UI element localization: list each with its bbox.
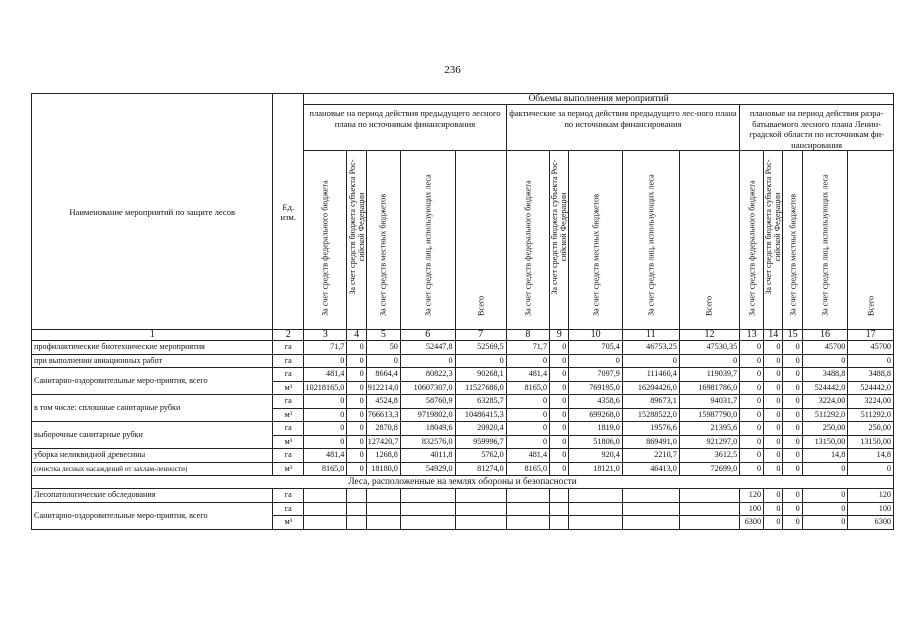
value-cell: 0	[550, 368, 569, 382]
value-cell: 0	[347, 381, 366, 395]
value-cell	[506, 489, 549, 503]
value-cell: 0	[347, 422, 366, 436]
value-cell: 111460,4	[622, 368, 679, 382]
value-cell	[550, 516, 569, 530]
value-cell: 0	[569, 354, 623, 368]
value-cell: 51806,0	[569, 435, 623, 449]
value-cell: 0	[304, 395, 347, 409]
header-volumes: Объемы выполнения мероприятий	[304, 94, 894, 105]
value-cell: 5762,0	[455, 449, 506, 463]
value-cell	[622, 516, 679, 530]
measure-name: (очистка лесных насаждений от захлам-ленности)	[32, 462, 273, 476]
value-cell	[622, 502, 679, 516]
column-number: 10	[569, 330, 623, 341]
value-cell: 0	[506, 435, 549, 449]
value-cell: 19576,6	[622, 422, 679, 436]
value-cell: 0	[783, 354, 802, 368]
value-cell: 0	[679, 354, 739, 368]
column-number: 16	[802, 330, 848, 341]
value-cell	[304, 489, 347, 503]
value-cell: 0	[764, 516, 783, 530]
value-cell: 0	[764, 408, 783, 422]
value-cell	[679, 489, 739, 503]
value-cell: 3488,8	[802, 368, 848, 382]
value-cell: 0	[764, 435, 783, 449]
column-number: 8	[506, 330, 549, 341]
value-cell	[455, 489, 506, 503]
subheader-label: За счет средств местных бюджетов	[378, 193, 388, 316]
subheader-label: Всего	[866, 295, 876, 316]
value-cell: 11527686,0	[455, 381, 506, 395]
unit-cell: га	[273, 422, 304, 436]
value-cell: 481,4	[304, 368, 347, 382]
measure-name: при выполнении авиационных работ	[32, 354, 273, 368]
value-cell	[455, 502, 506, 516]
column-number: 3	[304, 330, 347, 341]
value-cell: 47530,35	[679, 341, 739, 355]
value-cell	[550, 489, 569, 503]
value-cell: 16204426,0	[622, 381, 679, 395]
value-cell: 21395,6	[679, 422, 739, 436]
value-cell: 0	[783, 395, 802, 409]
value-cell: 0	[400, 354, 455, 368]
value-cell: 0	[848, 354, 894, 368]
value-cell: 832576,0	[400, 435, 455, 449]
value-cell: 0	[802, 489, 848, 503]
value-cell	[366, 489, 400, 503]
value-cell: 959996,7	[455, 435, 506, 449]
table-row	[32, 341, 894, 355]
value-cell: 0	[740, 408, 764, 422]
value-cell: 250,00	[802, 422, 848, 436]
value-cell: 8664,4	[366, 368, 400, 382]
value-cell: 920,4	[569, 449, 623, 463]
subheader-label: За счет средств федерального бюджета	[320, 180, 330, 316]
value-cell: 0	[506, 354, 549, 368]
value-cell: 3224,00	[802, 395, 848, 409]
value-cell: 0	[347, 462, 366, 476]
value-cell: 0	[550, 435, 569, 449]
table-row	[32, 449, 894, 463]
subheader-label: За счет средств местных бюджетов	[788, 193, 798, 316]
value-cell: 0	[740, 341, 764, 355]
value-cell: 10607307,0	[400, 381, 455, 395]
value-cell: 0	[455, 354, 506, 368]
value-cell: 769195,0	[569, 381, 623, 395]
section-title: Леса, расположенные на землях обороны и безопасности	[32, 476, 894, 489]
value-cell: 0	[764, 368, 783, 382]
value-cell: 481,4	[506, 368, 549, 382]
column-number: 5	[366, 330, 400, 341]
value-cell: 6300	[740, 516, 764, 530]
column-number: 17	[848, 330, 894, 341]
value-cell: 15288522,0	[622, 408, 679, 422]
value-cell: 8165,0	[506, 462, 549, 476]
value-cell: 0	[764, 422, 783, 436]
value-cell: 0	[550, 341, 569, 355]
value-cell: 100	[740, 502, 764, 516]
unit-cell: га	[273, 395, 304, 409]
value-cell: 52569,5	[455, 341, 506, 355]
header-name: Наименование мероприятий по защите лесов	[32, 94, 273, 330]
column-number: 15	[783, 330, 802, 341]
value-cell: 0	[740, 435, 764, 449]
value-cell: 3488,8	[848, 368, 894, 382]
subheader-label: Всего	[704, 295, 714, 316]
value-cell	[622, 489, 679, 503]
value-cell	[455, 516, 506, 530]
measure-name: выборочные санитарные рубки	[32, 422, 273, 449]
column-number: 2	[273, 330, 304, 341]
value-cell: 0	[783, 502, 802, 516]
value-cell: 4011,8	[400, 449, 455, 463]
value-cell: 71,7	[506, 341, 549, 355]
value-cell: 0	[764, 341, 783, 355]
measure-name: уборка неликвидной древесины	[32, 449, 273, 463]
subheader-cell	[550, 151, 569, 330]
subheader-cell	[569, 151, 623, 330]
value-cell: 10486415,3	[455, 408, 506, 422]
value-cell: 0	[783, 341, 802, 355]
column-number: 9	[550, 330, 569, 341]
column-number: 7	[455, 330, 506, 341]
value-cell: 89673,1	[622, 395, 679, 409]
value-cell	[679, 502, 739, 516]
value-cell: 63285,7	[455, 395, 506, 409]
subheader-label: За счет средств бюджета субъекта Рос-сийской Федерации	[347, 159, 366, 295]
value-cell	[347, 489, 366, 503]
measure-name: Лесопатологические обследования	[32, 489, 273, 503]
value-cell: 0	[802, 502, 848, 516]
measure-name: Санитарно-оздоровительные меро-приятия, всего	[32, 368, 273, 395]
subheader-label: За счет средств лиц, использующих леса	[820, 174, 830, 316]
value-cell: 0	[740, 422, 764, 436]
value-cell	[400, 489, 455, 503]
value-cell: 0	[783, 435, 802, 449]
value-cell: 0	[347, 354, 366, 368]
value-cell: 10218165,0	[304, 381, 347, 395]
value-cell: 0	[764, 395, 783, 409]
subheader-label: За счет средств федерального бюджета	[747, 180, 757, 316]
value-cell: 9719802,0	[400, 408, 455, 422]
subheader-cell	[506, 151, 549, 330]
subheader-label: За счет средств бюджета субъекта Рос-сийской Федерации	[764, 159, 783, 295]
value-cell: 0	[740, 449, 764, 463]
value-cell: 2870,8	[366, 422, 400, 436]
value-cell: 0	[550, 408, 569, 422]
column-number: 11	[622, 330, 679, 341]
value-cell: 0	[802, 354, 848, 368]
value-cell: 45700	[848, 341, 894, 355]
value-cell	[679, 516, 739, 530]
table-row	[32, 502, 894, 516]
value-cell	[569, 502, 623, 516]
value-cell: 13150,00	[802, 435, 848, 449]
header-unit: Ед. изм.	[273, 94, 304, 330]
value-cell: 0	[506, 408, 549, 422]
value-cell: 0	[740, 354, 764, 368]
value-cell: 0	[347, 395, 366, 409]
subheader-label: Всего	[476, 295, 486, 316]
value-cell	[400, 516, 455, 530]
value-cell: 0	[848, 462, 894, 476]
value-cell: 46753,25	[622, 341, 679, 355]
value-cell	[506, 516, 549, 530]
value-cell: 0	[366, 354, 400, 368]
value-cell: 94031,7	[679, 395, 739, 409]
table-row	[32, 422, 894, 436]
value-cell: 13150,00	[848, 435, 894, 449]
subheader-cell	[764, 151, 783, 330]
value-cell: 0	[550, 395, 569, 409]
unit-cell: м³	[273, 381, 304, 395]
value-cell: 14,8	[848, 449, 894, 463]
subheader-cell	[347, 151, 366, 330]
value-cell: 8165,0	[506, 381, 549, 395]
subheader-cell	[848, 151, 894, 330]
value-cell: 0	[740, 462, 764, 476]
unit-cell: га	[273, 354, 304, 368]
value-cell: 7097,9	[569, 368, 623, 382]
value-cell: 0	[783, 516, 802, 530]
unit-cell: м³	[273, 435, 304, 449]
header-group-actual-prev: фактические за период действия предыдущего лес-ного плана по источникам финансирования	[506, 105, 739, 151]
value-cell: 0	[783, 408, 802, 422]
value-cell: 119039,7	[679, 368, 739, 382]
unit-cell: га	[273, 449, 304, 463]
subheader-cell	[802, 151, 848, 330]
table-row	[32, 395, 894, 409]
value-cell: 0	[304, 354, 347, 368]
value-cell: 120	[740, 489, 764, 503]
subheader-cell	[679, 151, 739, 330]
subheader-label: За счет средств лиц, использующих леса	[423, 174, 433, 316]
value-cell	[347, 516, 366, 530]
value-cell: 0	[347, 435, 366, 449]
subheader-label: За счет средств местных бюджетов	[591, 193, 601, 316]
subheader-label: За счет средств лиц, использующих леса	[646, 174, 656, 316]
value-cell: 0	[304, 408, 347, 422]
measure-name: профилактические биотехнические мероприятия	[32, 341, 273, 355]
value-cell: 18180,0	[366, 462, 400, 476]
value-cell: 0	[304, 422, 347, 436]
value-cell: 4358,6	[569, 395, 623, 409]
value-cell: 72699,0	[679, 462, 739, 476]
value-cell: 699268,0	[569, 408, 623, 422]
header-group-planned-prev: плановые на период действия предыдущего лесного плана по источникам финансирования	[304, 105, 507, 151]
page-number: 236	[444, 64, 461, 76]
value-cell: 481,4	[304, 449, 347, 463]
value-cell: 481,4	[506, 449, 549, 463]
value-cell: 80822,3	[400, 368, 455, 382]
value-cell: 250,00	[848, 422, 894, 436]
value-cell: 0	[764, 502, 783, 516]
measure-name: Санитарно-оздоровительные меро-приятия, всего	[32, 502, 273, 529]
value-cell: 0	[347, 449, 366, 463]
subheader-label: За счет средств федерального бюджета	[523, 180, 533, 316]
value-cell: 0	[764, 462, 783, 476]
value-cell: 16981786,0	[679, 381, 739, 395]
value-cell: 18121,0	[569, 462, 623, 476]
column-number: 14	[764, 330, 783, 341]
value-cell: 81274,0	[455, 462, 506, 476]
subheader-cell	[622, 151, 679, 330]
value-cell: 6300	[848, 516, 894, 530]
value-cell: 912214,0	[366, 381, 400, 395]
value-cell: 14,8	[802, 449, 848, 463]
value-cell	[366, 502, 400, 516]
value-cell: 511292,0	[848, 408, 894, 422]
table-row	[32, 354, 894, 368]
value-cell: 869491,0	[622, 435, 679, 449]
value-cell: 4524,8	[366, 395, 400, 409]
value-cell: 0	[506, 395, 549, 409]
value-cell: 921297,0	[679, 435, 739, 449]
unit-cell: м³	[273, 462, 304, 476]
value-cell	[569, 516, 623, 530]
value-cell	[400, 502, 455, 516]
value-cell	[347, 502, 366, 516]
value-cell: 0	[783, 368, 802, 382]
value-cell: 71,7	[304, 341, 347, 355]
table-row	[32, 489, 894, 503]
value-cell: 0	[783, 422, 802, 436]
value-cell: 0	[740, 368, 764, 382]
value-cell: 2210,7	[622, 449, 679, 463]
value-cell: 0	[506, 422, 549, 436]
unit-cell: га	[273, 341, 304, 355]
column-number: 13	[740, 330, 764, 341]
unit-cell: га	[273, 368, 304, 382]
value-cell: 0	[783, 489, 802, 503]
header-group-planned-new: плановые на период действия разра-батываемого лесного плана Ленин-градской области по источникам фи-нансирования	[740, 105, 894, 151]
value-cell	[569, 489, 623, 503]
value-cell	[304, 502, 347, 516]
value-cell: 15987790,0	[679, 408, 739, 422]
value-cell: 0	[347, 368, 366, 382]
subheader-cell	[366, 151, 400, 330]
column-number: 12	[679, 330, 739, 341]
value-cell: 0	[550, 449, 569, 463]
subheader-cell	[740, 151, 764, 330]
value-cell: 0	[764, 449, 783, 463]
value-cell: 0	[550, 354, 569, 368]
value-cell: 0	[783, 449, 802, 463]
value-cell: 58760,9	[400, 395, 455, 409]
table-row	[32, 462, 894, 476]
value-cell: 120	[848, 489, 894, 503]
subheader-cell	[783, 151, 802, 330]
value-cell: 3612,5	[679, 449, 739, 463]
value-cell	[506, 502, 549, 516]
value-cell: 1819,0	[569, 422, 623, 436]
subheader-label: За счет средств бюджета субъекта Рос-сийской Федерации	[550, 159, 569, 295]
value-cell: 0	[783, 381, 802, 395]
value-cell: 52447,8	[400, 341, 455, 355]
value-cell	[550, 502, 569, 516]
value-cell: 3224,00	[848, 395, 894, 409]
measure-name: в том числе: сплошные санитарные рубки	[32, 395, 273, 422]
value-cell: 0	[783, 462, 802, 476]
value-cell: 0	[550, 381, 569, 395]
value-cell: 0	[347, 341, 366, 355]
value-cell: 0	[622, 354, 679, 368]
measures-table	[31, 93, 894, 530]
column-number: 6	[400, 330, 455, 341]
subheader-cell	[455, 151, 506, 330]
unit-cell: га	[273, 502, 304, 516]
value-cell: 54929,0	[400, 462, 455, 476]
value-cell: 705,4	[569, 341, 623, 355]
value-cell: 20920,4	[455, 422, 506, 436]
unit-cell: м³	[273, 516, 304, 530]
value-cell: 0	[347, 408, 366, 422]
value-cell: 766613,3	[366, 408, 400, 422]
value-cell	[304, 516, 347, 530]
value-cell: 0	[550, 422, 569, 436]
unit-cell: м³	[273, 408, 304, 422]
value-cell: 46413,0	[622, 462, 679, 476]
value-cell: 1268,8	[366, 449, 400, 463]
table-row	[32, 368, 894, 382]
subheader-cell	[400, 151, 455, 330]
value-cell: 90268,1	[455, 368, 506, 382]
column-number: 4	[347, 330, 366, 341]
value-cell: 0	[764, 489, 783, 503]
value-cell: 8165,0	[304, 462, 347, 476]
value-cell: 524442,0	[802, 381, 848, 395]
value-cell: 50	[366, 341, 400, 355]
value-cell: 127420,7	[366, 435, 400, 449]
value-cell: 0	[740, 395, 764, 409]
value-cell: 0	[550, 462, 569, 476]
value-cell: 45700	[802, 341, 848, 355]
value-cell	[366, 516, 400, 530]
value-cell: 0	[802, 516, 848, 530]
unit-cell: га	[273, 489, 304, 503]
subheader-cell	[304, 151, 347, 330]
value-cell: 0	[802, 462, 848, 476]
value-cell: 0	[304, 435, 347, 449]
value-cell: 0	[764, 381, 783, 395]
value-cell: 100	[848, 502, 894, 516]
value-cell: 511292,0	[802, 408, 848, 422]
value-cell: 0	[764, 354, 783, 368]
value-cell: 524442,0	[848, 381, 894, 395]
value-cell: 0	[740, 381, 764, 395]
column-number: 1	[32, 330, 273, 341]
value-cell: 18049,6	[400, 422, 455, 436]
